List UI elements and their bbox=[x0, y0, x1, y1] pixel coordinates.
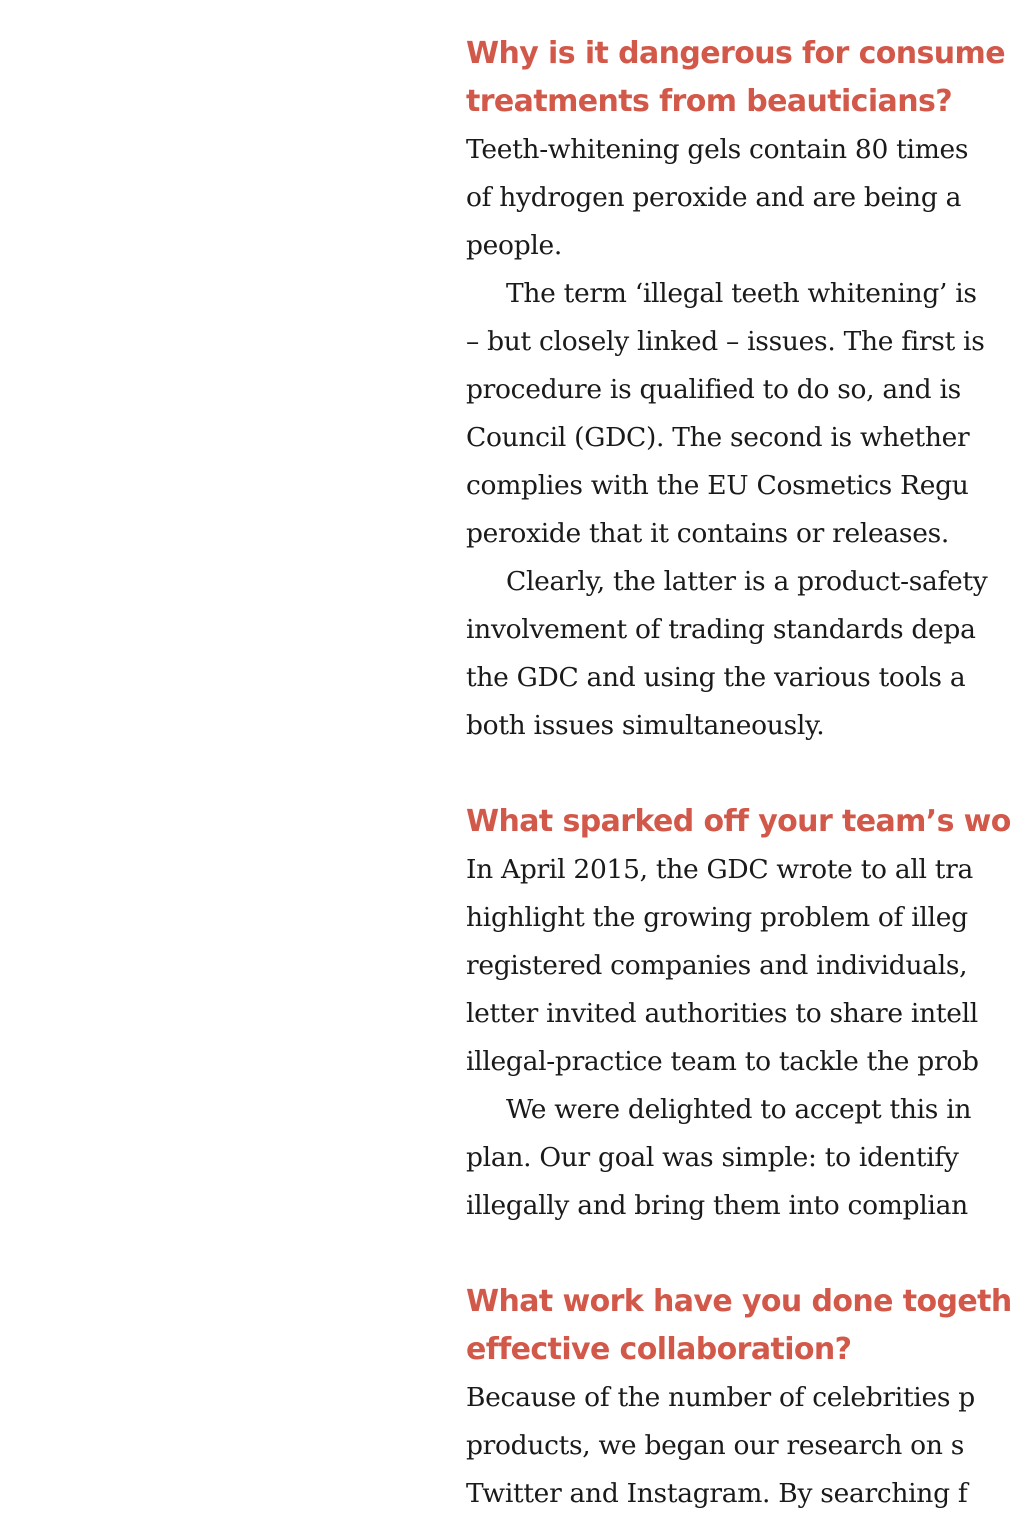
text-line: – but closely linked – issues. The first is bbox=[466, 326, 985, 357]
article-column bbox=[466, 30, 1024, 1518]
section-heading-dangers bbox=[466, 30, 1024, 126]
paragraph-goal bbox=[466, 1086, 1024, 1230]
heading-line: treatments from beauticians? bbox=[466, 84, 953, 119]
paragraph-product-safety bbox=[466, 558, 1024, 750]
paragraph-illegal-term bbox=[466, 270, 1024, 558]
text-line: complies with the EU Cosmetics Regu bbox=[466, 470, 969, 501]
paragraph-gdc-letter bbox=[466, 846, 1024, 1086]
text-line: illegally and bring them into complian bbox=[466, 1190, 968, 1221]
text-line: illegal-practice team to tackle the prob bbox=[466, 1046, 979, 1077]
text-line: the GDC and using the various tools a bbox=[466, 662, 966, 693]
text-line: Teeth-whitening gels contain 80 times bbox=[466, 134, 969, 165]
text-line: involvement of trading standards depa bbox=[466, 614, 976, 645]
heading-line: Why is it dangerous for consume bbox=[466, 36, 1005, 71]
heading-line: effective collaboration? bbox=[466, 1332, 852, 1367]
text-line: We were delighted to accept this in bbox=[506, 1094, 972, 1125]
text-line: letter invited authorities to share intell bbox=[466, 998, 978, 1029]
text-line: Council (GDC). The second is whether bbox=[466, 422, 970, 453]
text-line: peroxide that it contains or releases. bbox=[466, 518, 950, 549]
text-line: people. bbox=[466, 230, 563, 261]
text-line: of hydrogen peroxide and are being a bbox=[466, 182, 962, 213]
paragraph-whitening-gels bbox=[466, 126, 1024, 270]
heading-line: What sparked off your team’s wo bbox=[466, 804, 1011, 839]
text-line: both issues simultaneously. bbox=[466, 710, 825, 741]
section-spacer bbox=[466, 1230, 1024, 1278]
text-line: products, we began our research on s bbox=[466, 1430, 965, 1461]
text-line: Clearly, the latter is a product-safety bbox=[506, 566, 988, 597]
text-line: Because of the number of celebrities p bbox=[466, 1382, 975, 1413]
text-line: The term ‘illegal teeth whitening’ is bbox=[506, 278, 977, 309]
heading-line: What work have you done togeth bbox=[466, 1284, 1012, 1319]
section-heading-collaboration bbox=[466, 1278, 1024, 1374]
text-line: registered companies and individuals, bbox=[466, 950, 968, 981]
section-heading-team-work bbox=[466, 798, 1024, 846]
text-line: plan. Our goal was simple: to identify bbox=[466, 1142, 959, 1173]
paragraph-celebrities bbox=[466, 1374, 1024, 1518]
text-line: In April 2015, the GDC wrote to all tra bbox=[466, 854, 974, 885]
text-line: Twitter and Instagram. By searching f bbox=[466, 1478, 968, 1509]
section-spacer bbox=[466, 750, 1024, 798]
text-line: highlight the growing problem of illeg bbox=[466, 902, 968, 933]
text-line: procedure is qualified to do so, and is bbox=[466, 374, 961, 405]
